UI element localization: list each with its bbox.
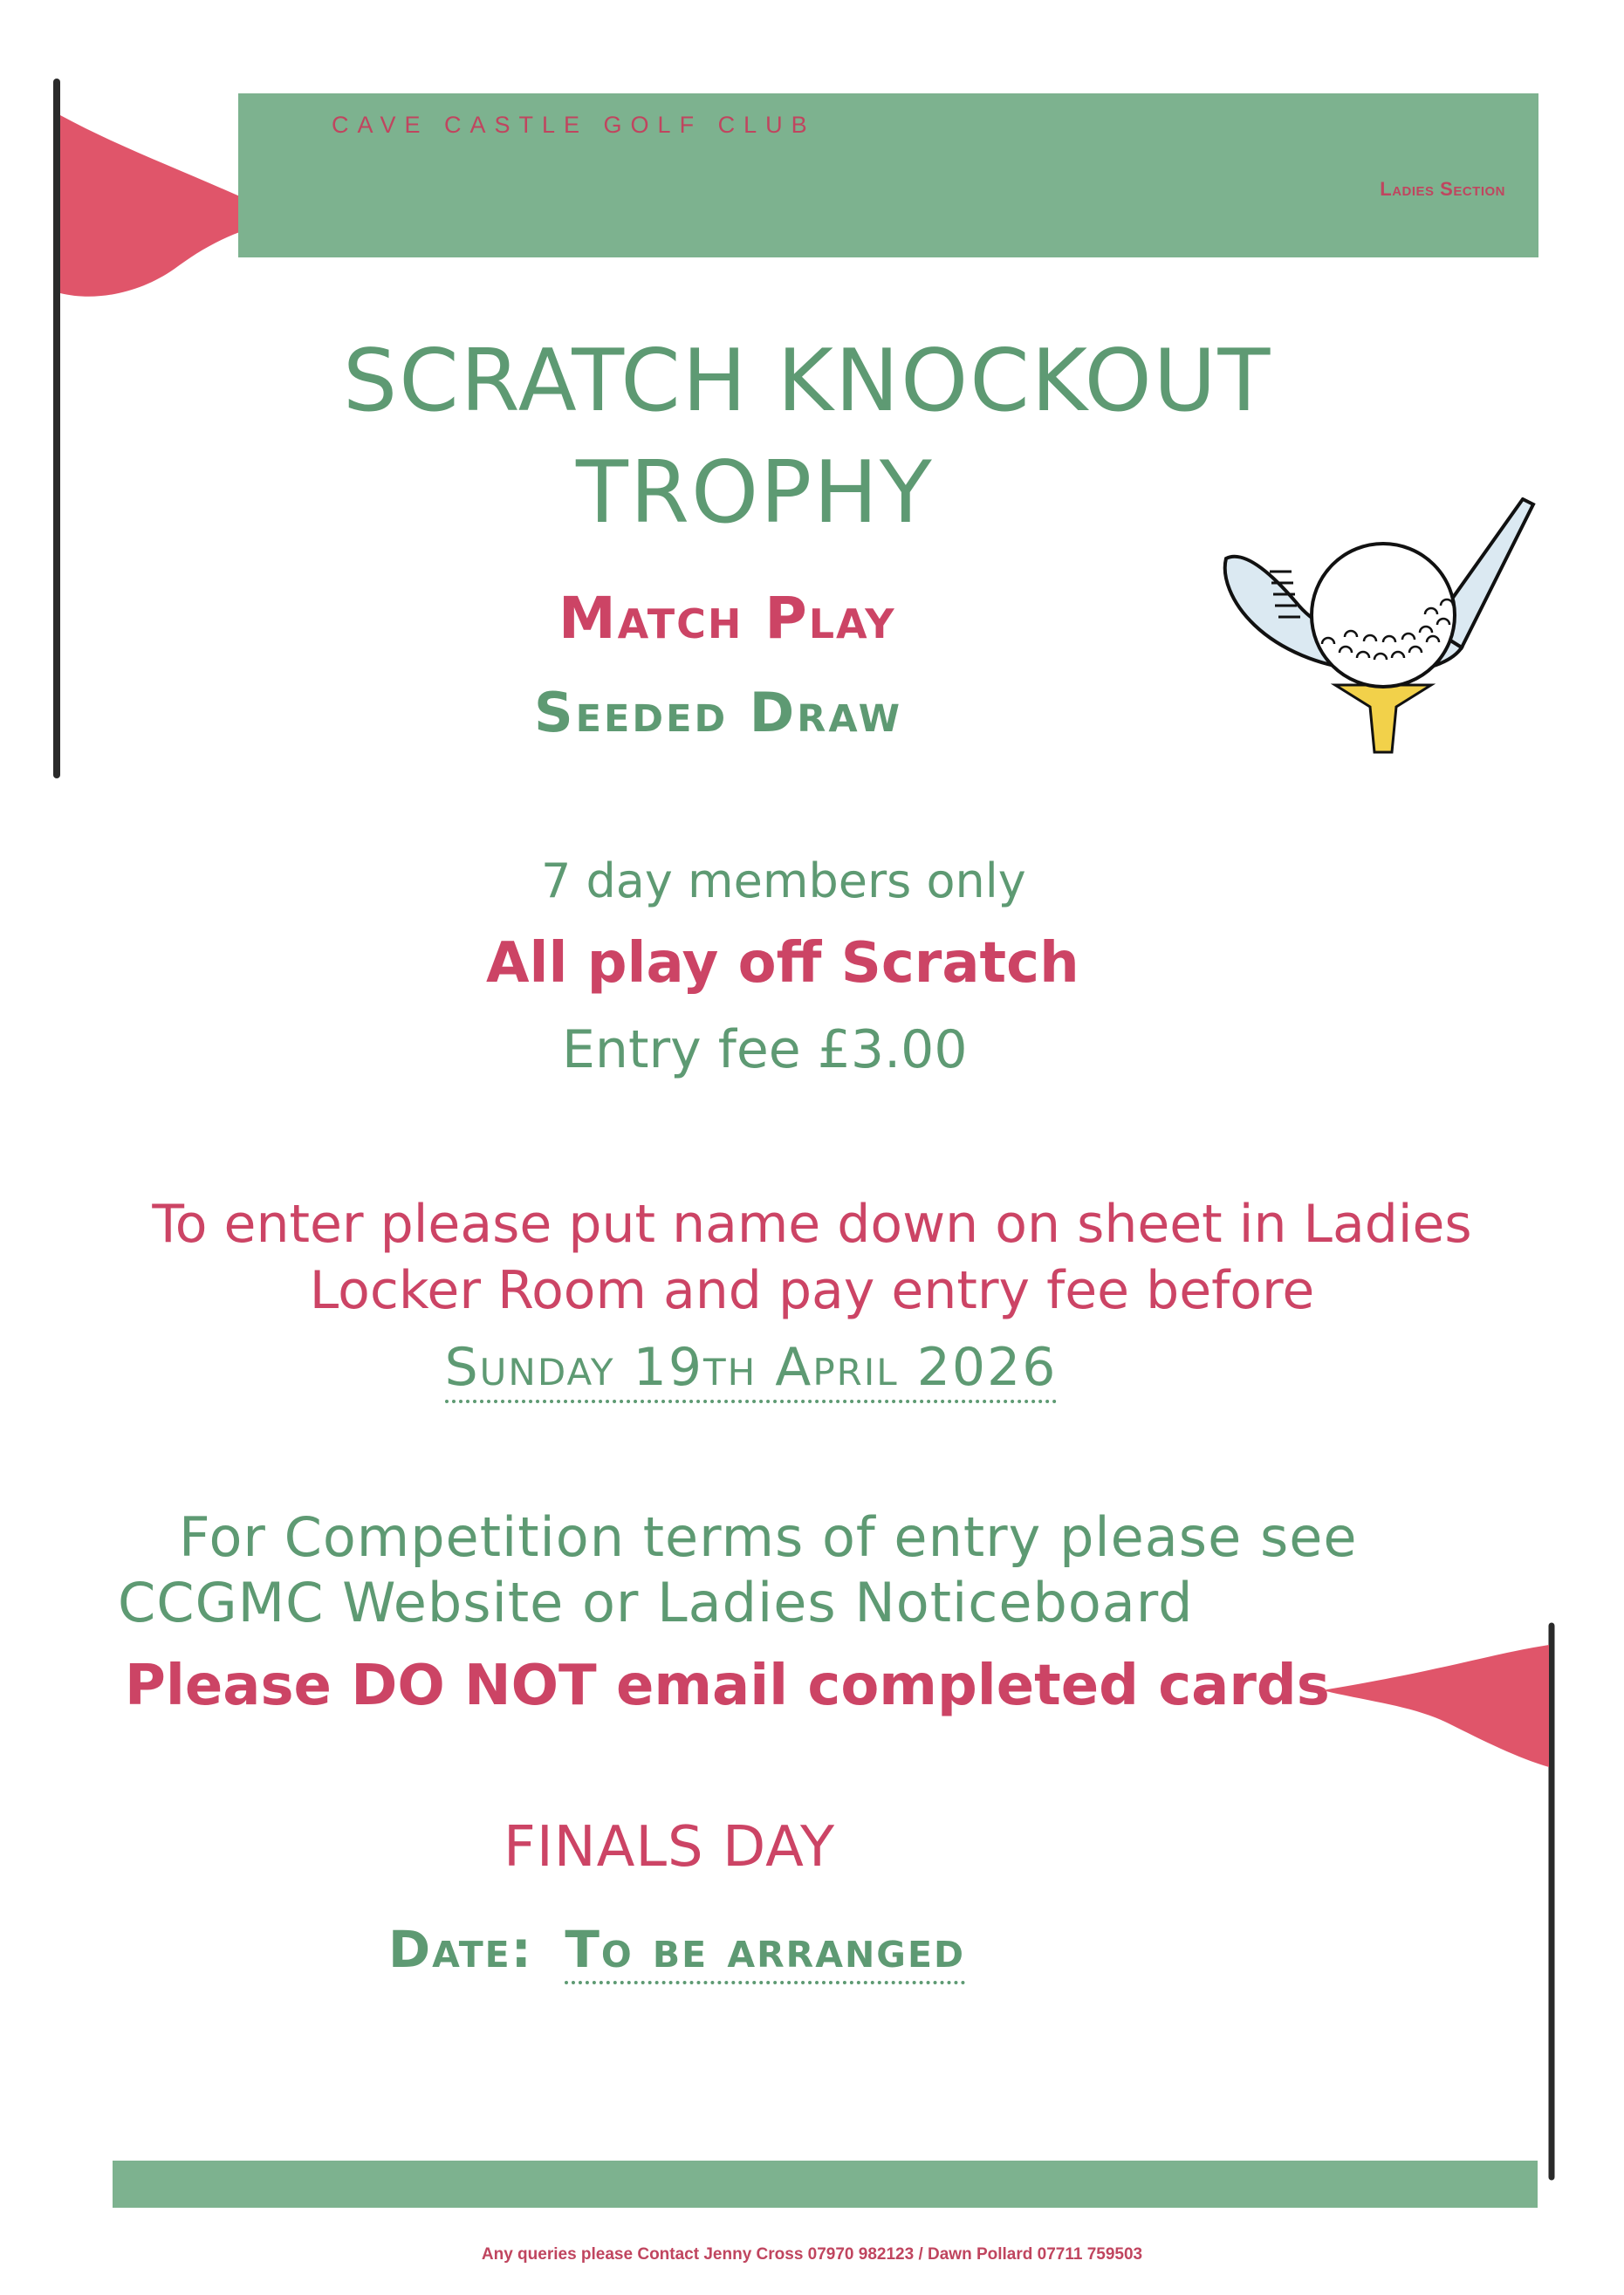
terms-line-1: For Competition terms of entry please see — [179, 1505, 1358, 1569]
flag-icon-bottom-right — [1318, 1619, 1579, 2186]
finals-date — [388, 1920, 965, 1979]
title-line-2: TROPHY — [576, 443, 934, 543]
finals-date-label: Date: — [388, 1920, 533, 1979]
format-play: Match Play — [558, 585, 896, 652]
footer-band — [113, 2161, 1538, 2208]
terms-line-2: CCGMC Website or Ladies Noticeboard — [118, 1571, 1194, 1634]
golf-ball-tee-icon — [1209, 497, 1540, 759]
contact-info: Any queries please Contact Jenny Cross 07970 982123 / Dawn Pollard 07711 759503 — [481, 2245, 1143, 2264]
section-label: Ladies Section — [1380, 178, 1505, 200]
scratch-note: All play off Scratch — [486, 931, 1079, 996]
members-only: 7 day members only — [541, 853, 1026, 908]
entry-deadline-text: Sunday 19th April 2026 — [445, 1337, 1058, 1403]
entry-deadline — [0, 1337, 1563, 1398]
finals-date-value: To be arranged — [565, 1920, 965, 1984]
title-line-1: SCRATCH KNOCKOUT — [343, 332, 1272, 431]
entry-instructions-line-1: To enter please put name down on sheet in Ladies — [152, 1194, 1472, 1255]
entry-fee: Entry fee £3.00 — [562, 1019, 968, 1080]
format-draw: Seeded Draw — [534, 681, 903, 744]
entry-instructions-line-2: Locker Room and pay entry fee before — [309, 1260, 1315, 1321]
club-name: CAVE CASTLE GOLF CLUB — [332, 112, 816, 138]
email-warning: Please DO NOT email completed cards — [125, 1654, 1330, 1718]
finals-heading: FINALS DAY — [504, 1815, 836, 1880]
